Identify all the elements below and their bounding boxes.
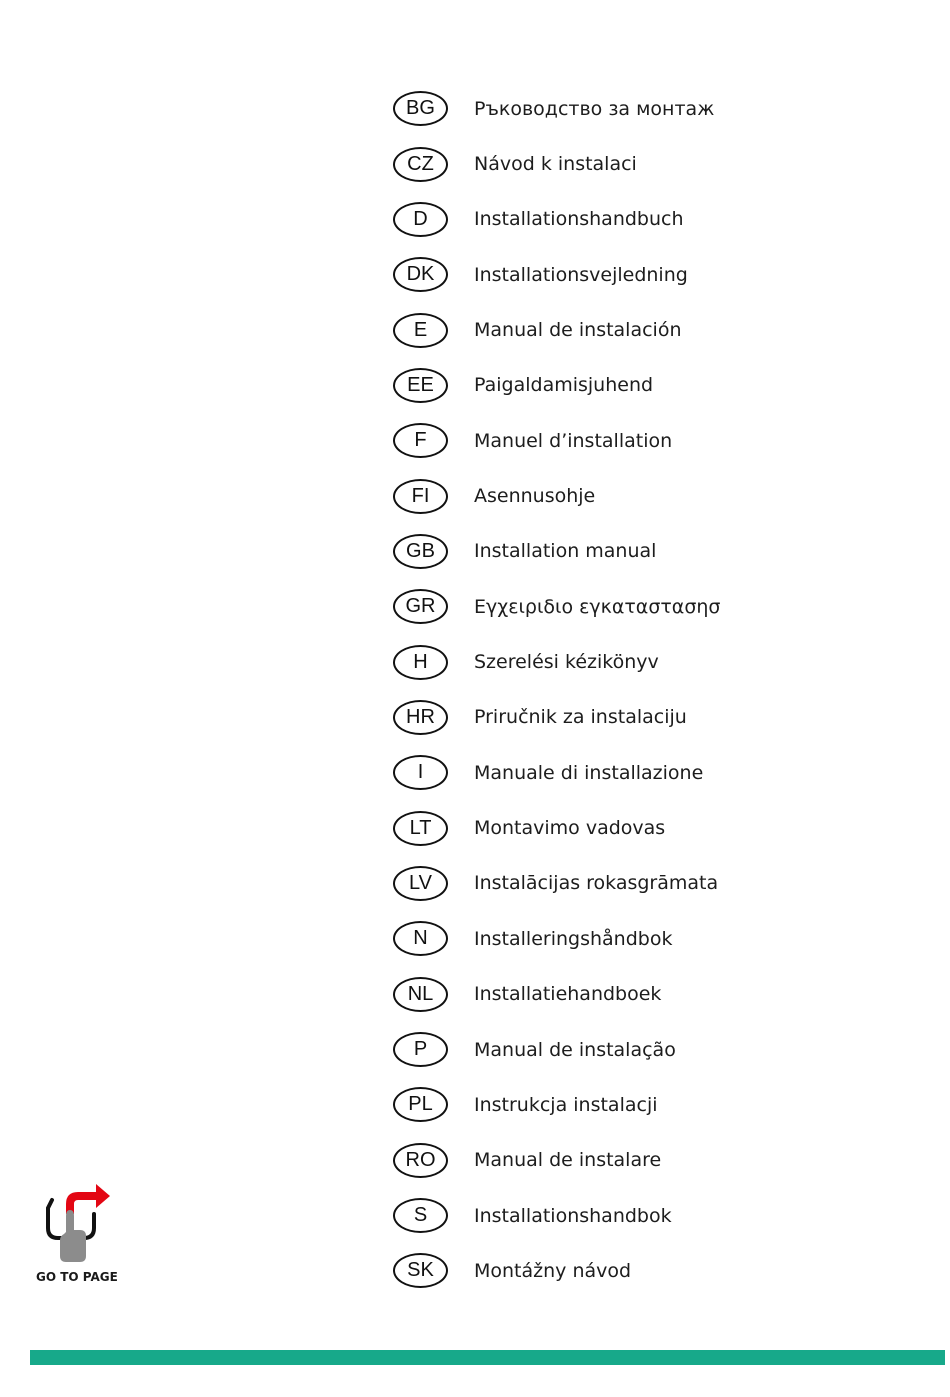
language-link-sk[interactable] <box>393 1243 913 1298</box>
footer-accent-bar <box>30 1350 945 1365</box>
language-manual-title: Ръководство за монтаж <box>474 97 715 120</box>
language-link-nl[interactable] <box>393 967 913 1022</box>
language-manual-title: Εγχειριδιο εγκαταστασησ <box>474 595 721 618</box>
language-link-cz[interactable] <box>393 136 913 191</box>
language-manual-title: Montavimo vadovas <box>474 817 666 840</box>
language-code-badge: CZ <box>393 147 448 182</box>
language-link-ro[interactable] <box>393 1133 913 1188</box>
language-link-hr[interactable] <box>393 690 913 745</box>
language-link-i[interactable] <box>393 745 913 800</box>
language-manual-title: Manual de instalação <box>474 1038 676 1061</box>
language-code-badge: GB <box>393 534 448 569</box>
go-to-page-label: GO TO PAGE <box>36 1270 118 1284</box>
language-code-badge: GR <box>393 589 448 624</box>
language-manual-title: Installationsvejledning <box>474 263 688 286</box>
language-link-lv[interactable] <box>393 856 913 911</box>
language-code-badge: LV <box>393 866 448 901</box>
language-manual-title: Installeringshåndbok <box>474 927 673 950</box>
language-code-badge: HR <box>393 700 448 735</box>
language-manual-title: Montážny návod <box>474 1259 632 1282</box>
language-manual-title: Szerelési kézikönyv <box>474 651 659 674</box>
language-manual-title: Priručnik za instalaciju <box>474 706 687 729</box>
language-manual-title: Manual de instalación <box>474 319 682 342</box>
language-code-badge: FI <box>393 479 448 514</box>
language-link-f[interactable] <box>393 413 913 468</box>
language-link-s[interactable] <box>393 1188 913 1243</box>
language-code-badge: PL <box>393 1087 448 1122</box>
language-code-badge: I <box>393 755 448 790</box>
language-link-fi[interactable] <box>393 468 913 523</box>
language-manual-title: Instalācijas rokasgrāmata <box>474 872 719 895</box>
language-code-badge: F <box>393 423 448 458</box>
language-manual-title: Paigaldamisjuhend <box>474 374 654 397</box>
language-manual-title: Návod k instalaci <box>474 153 637 176</box>
language-manual-title: Manuale di installazione <box>474 761 704 784</box>
language-manual-title: Asennusohje <box>474 485 596 508</box>
language-link-gb[interactable] <box>393 524 913 579</box>
language-link-lt[interactable] <box>393 800 913 855</box>
language-link-gr[interactable] <box>393 579 913 634</box>
language-manual-title: Installationshandbok <box>474 1204 672 1227</box>
language-code-badge: SK <box>393 1253 448 1288</box>
language-code-badge: RO <box>393 1143 448 1178</box>
language-link-ee[interactable] <box>393 358 913 413</box>
language-code-badge: D <box>393 202 448 237</box>
language-code-badge: BG <box>393 91 448 126</box>
language-manual-title: Installationshandbuch <box>474 208 684 231</box>
language-code-badge: H <box>393 645 448 680</box>
language-list <box>393 81 913 1299</box>
language-manual-title: Installatiehandboek <box>474 983 662 1006</box>
language-manual-title: Manuel d’installation <box>474 429 673 452</box>
language-code-badge: DK <box>393 257 448 292</box>
language-link-n[interactable] <box>393 911 913 966</box>
language-manual-title: Installation manual <box>474 540 657 563</box>
language-code-badge: EE <box>393 368 448 403</box>
language-link-pl[interactable] <box>393 1077 913 1132</box>
language-code-badge: S <box>393 1198 448 1233</box>
language-manual-title: Instrukcja instalacji <box>474 1093 658 1116</box>
language-code-badge: P <box>393 1032 448 1067</box>
go-to-page-button[interactable] <box>36 1184 116 1284</box>
language-link-e[interactable] <box>393 302 913 357</box>
language-code-badge: LT <box>393 811 448 846</box>
language-manual-title: Manual de instalare <box>474 1149 662 1172</box>
language-link-dk[interactable] <box>393 247 913 302</box>
language-link-d[interactable] <box>393 192 913 247</box>
hand-pointer-arrow-icon <box>44 1184 114 1268</box>
language-code-badge: N <box>393 921 448 956</box>
language-link-p[interactable] <box>393 1022 913 1077</box>
language-code-badge: NL <box>393 977 448 1012</box>
language-code-badge: E <box>393 313 448 348</box>
language-link-bg[interactable] <box>393 81 913 136</box>
language-link-h[interactable] <box>393 634 913 689</box>
